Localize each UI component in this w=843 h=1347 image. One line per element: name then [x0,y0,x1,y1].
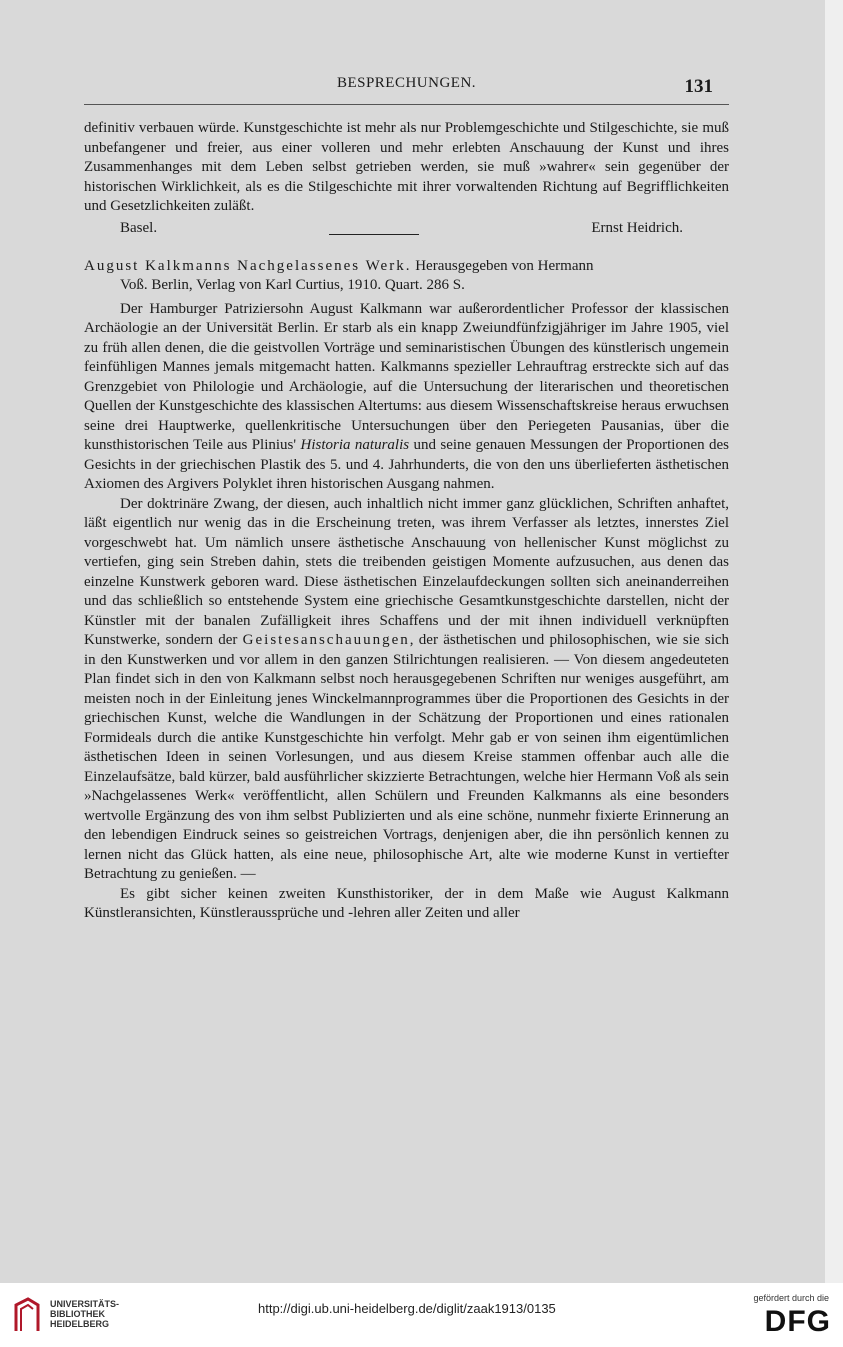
review-paragraph-2 [84,495,729,885]
review-p2-spaced: Geistesanschauungen [242,632,410,648]
review-p1-text: Der Hamburger Patriziersohn August Kalkmann war außerordentlicher Professor der klassischen Archäologie an der Universität Berlin. Er starb als ein knapp Zweiundfünfzigjähriger im Jahre 1905, viel zu früh allen denen, die die geistvollen Vorträge und seminaristischen Übungen des künstlerisch ungemein feinfühligen Mannes jemals mitgemacht hatten. Kalkmanns spezieller Lehrauftrag erstreckte sich auf das Grenzgebiet von Philologie und Archäologie, auf die Untersuchung der literarischen und theoretischen Quellen der Kunstgeschichte des klassischen Altertums: aus diesem Wissenschaftskreise heraus erwuchsen seine drei Hauptwerke, quellenkritische Untersuchungen über den Periegeten Pausanias, über die kunsthistorischen Teile aus Plinius' [84,300,729,453]
signature-place: Basel. [120,220,158,236]
review-p1-italic: Historia naturalis [300,437,410,453]
review-paragraph-3: Es gibt sicher keinen zweiten Kunsthistoriker, der in dem Maße wie August Kalkmann Künstleransichten, Künstleraussprüche und -lehren aller Zeiten und aller [84,885,729,921]
review-p2-text: Der doktrinäre Zwang, der diesen, auch inhaltlich nicht immer ganz glücklichen, Schriften anhaftet, läßt eigentlich nur wenig das in die Erscheinung treten, was ihrem Verfasser als letztes, innerstes Ziel vorgeschwebt hat. Um nämlich unsere ästhetische Anschauung von hellenischer Kunst möglichst zu vertiefen, ging sein Streben dahin, stets die treibenden geistigen Momente aufzusuchen, aus denen das einzelne Kunstwerk geboren ward. Diese ästhetischen Einzelaufdeckungen sollten sich aneinanderreihen und das schließlich so entstehende System eine griechische Gesamtkunstgeschichte darstellen, nicht der Künstler mit der banalen Zufälligkeit ihres Schaffens und der mit ihnen individuell verknüpften Kunstwerke, sondern der [84,495,729,648]
page-number: 131 [684,76,713,97]
page-header [84,70,729,105]
paragraph-continuation: definitiv verbauen würde. Kunstgeschichte ist mehr als nur Problemgeschichte und Stilgeschichte, sie muß unbefangener und freier, aus einer volleren und mehr erlebten Anschauung der Kunst und ihres Zusammenhanges mit dem Leben selbst getrieben werden, sie muß »wahrer« sein gegenüber der historischen Wirklichkeit, als es die Stilgeschichte mit ihrer vorwaltenden Richtung auf Begrifflichkeiten und Gesetzlichkeiten zuläßt. [84,120,729,214]
university-logo-icon [12,1297,42,1333]
university-line2: BIBLIOTHEK [50,1309,105,1319]
review-heading [84,257,729,296]
signature-author: Ernst Heidrich. [591,220,683,236]
separator-rule [329,234,419,235]
footer-bar [0,1283,843,1347]
review-p2-tail: , der ästhetischen und philosophischen, wie sie sich in den Kunstwerken und vor allem in den ganzen Stilrichtungen realisieren. — Von diesem angedeuteten Plan findet sich in den von Kalkmann selbst noch herausgegebenen Schriften nur weniges ausgeführt, am meisten noch in der Einleitung jenes Winckelmannprogrammes über die Proportionen des Gesichts in der griechischen Kunst, welche die Wandlungen in der Schätzung der Proportionen und eines rationalen Formideals durch die antike Kunstgeschichte hin verfolgt. Mehr gab er von seinen ihm eigentümlichen ästhetischen Ideen in seinen Vorlesungen, und aus diesem Kreise stammen offenbar auch alle die Einzelaufsätze, bald kürzer, bald ausführlicher skizzierte Betrachtungen, welche hier Hermann Voß als sein »Nachgelassenes Werk« veröffentlicht, allen Schülern und Freunden Kalkmanns als eine besonders wertvolle Ergänzung des von ihm selbst Publizierten und als eine schöne, nunmehr fixierte Erinnerung an den lebendigen Eindruck seines so geistreichen Vortrags, denjenigen aber, die ihn persönlich kennen zu lernen nicht das Glück hatten, als eine neue, philosophische Art, alte wie moderne Kunst in vertiefter Betrachtung zu genießen. — [84,632,730,882]
dfg-logo: DFG [764,1305,831,1338]
review-p1-tail: und seine genauen Messungen der Proportionen des Gesichts in der griechischen Plastik des 5. und 4. Jahrhunderts, die von den uns überlieferten ästhetischen Axiomen des Argivers Polyklet ihren historischen Ausgang nahmen. [84,437,729,492]
review-bib-line2: Voß. Berlin, Verlag von Karl Curtius, 1910. Quart. 286 S. [120,277,465,293]
university-name [50,1299,119,1329]
body-text [84,119,729,924]
running-head: BESPRECHUNGEN. [336,75,477,91]
signature-line [84,217,729,239]
funded-by-label: gefördert durch die [753,1293,829,1303]
page-content [84,70,729,924]
source-url-link[interactable]: http://digi.ub.uni-heidelberg.de/diglit/zaak1913/0135 [258,1301,556,1316]
review-title: August Kalkmanns Nachgelassenes Werk. [84,257,412,274]
review-bib-line1: Herausgegeben von Hermann [415,257,594,274]
review-paragraph-1 [84,300,729,495]
university-line3: HEIDELBERG [50,1319,110,1329]
scan-edge [825,0,843,1283]
university-line1: UNIVERSITÄTS- [50,1299,120,1309]
